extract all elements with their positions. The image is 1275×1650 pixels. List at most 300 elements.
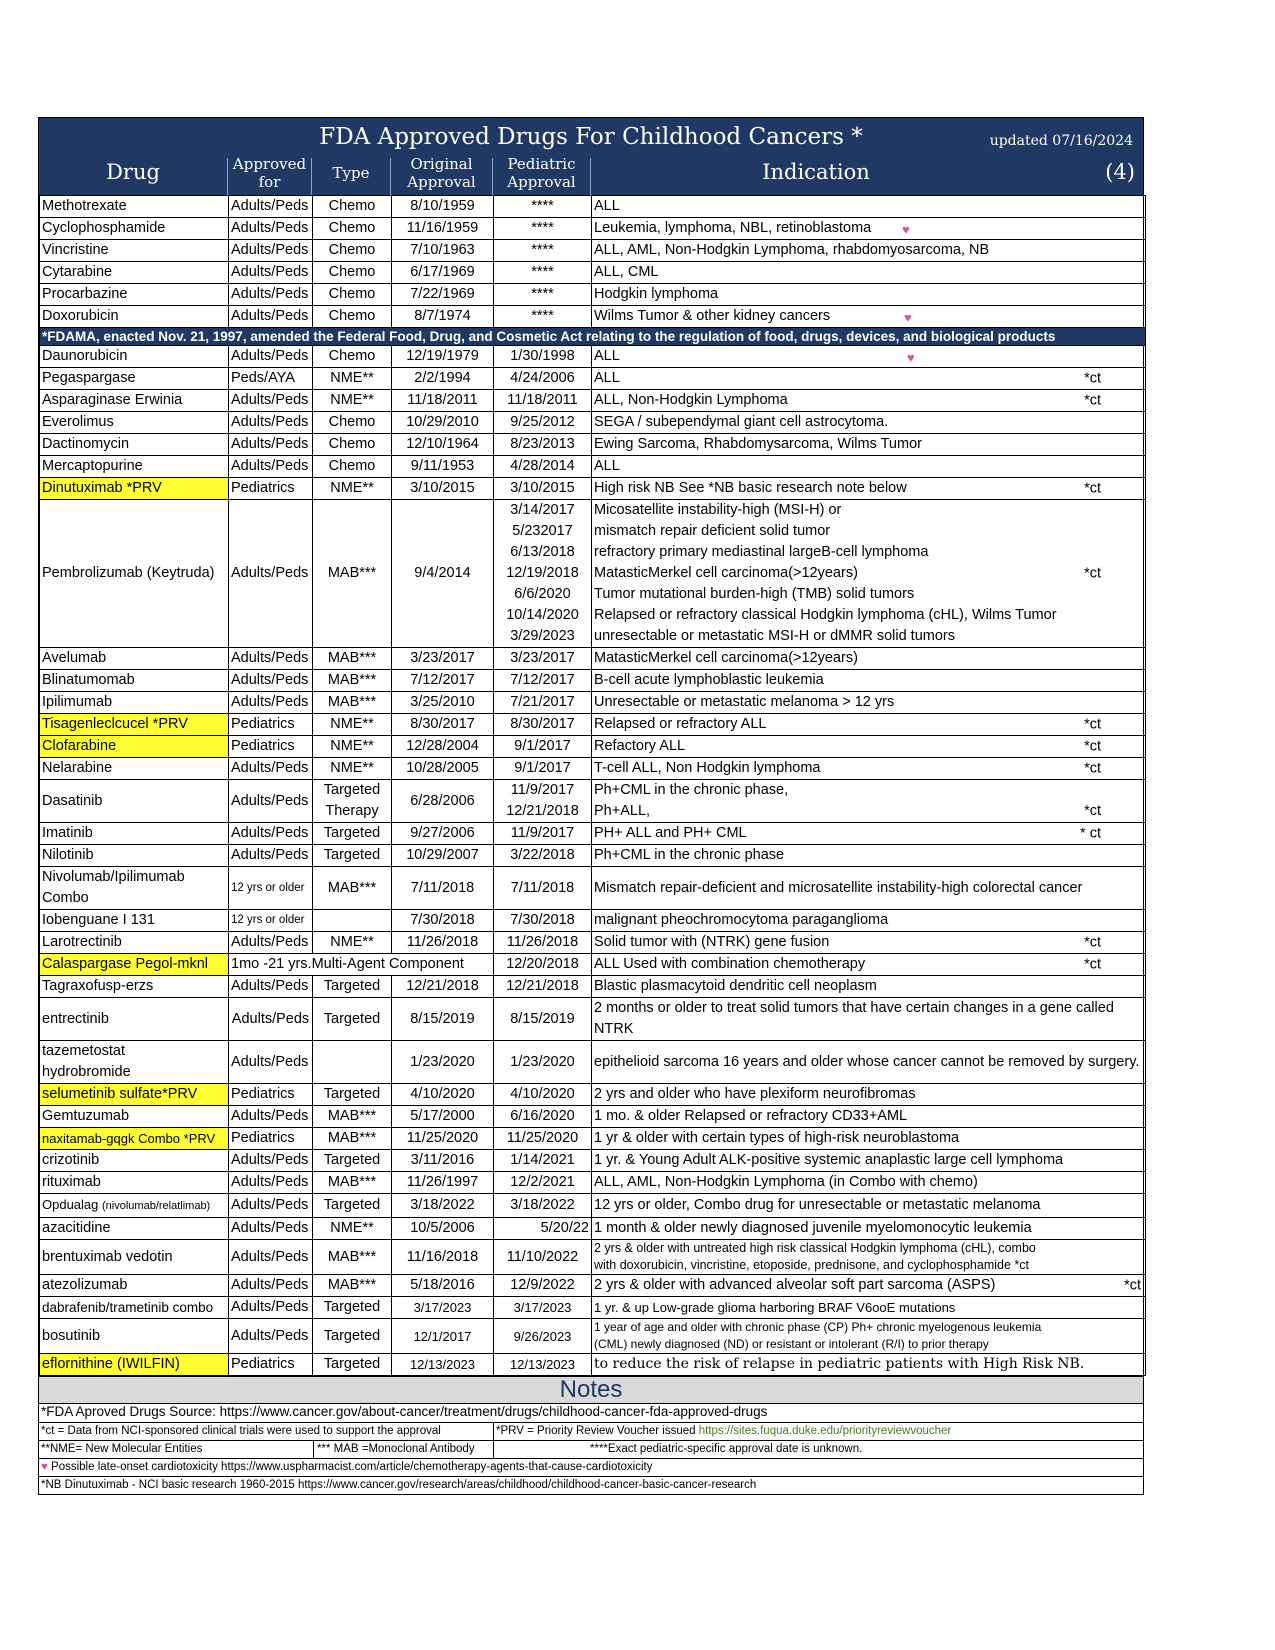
drug-name: entrectinib	[40, 998, 229, 1041]
drug-name: azacitidine	[40, 1218, 229, 1240]
drug-name: Asparaginase Erwinia	[40, 390, 229, 412]
original-approval: 11/26/1997	[392, 1172, 494, 1194]
notes-row	[39, 1476, 1143, 1494]
approved-for: Adults/Peds	[229, 692, 313, 714]
table-row	[40, 736, 1146, 758]
table-row	[40, 1084, 1146, 1106]
drug-table-sheet	[38, 117, 1144, 1495]
indication: MatasticMerkel cell carcinoma(>12years)	[592, 648, 1146, 670]
approved-for: Adults/Peds	[229, 998, 313, 1041]
table-row	[40, 976, 1146, 998]
indication: 2 yrs & older with untreated high risk classical Hodgkin lymphoma (cHL), combo with doxorubicin, vincristine, etoposide, prednisone, and cyclophosphamide *ct	[592, 1240, 1146, 1275]
indication: High risk NB See *NB basic research note below *ct	[592, 478, 1146, 500]
original-approval: 8/30/2017	[392, 714, 494, 736]
indication: SEGA / subependymal giant cell astrocytoma.	[592, 412, 1146, 434]
original-approval: 11/16/1959	[392, 218, 494, 240]
drug-type: MAB***	[313, 692, 392, 714]
original-approval: 10/29/2007	[392, 845, 494, 867]
drug-name: Nilotinib	[40, 845, 229, 867]
indication: ALL, AML, Non-Hodgkin Lymphoma, rhabdomyosarcoma, NB	[592, 240, 1146, 262]
indication: Ph+CML in the chronic phase, Ph+ALL, *ct	[592, 780, 1146, 823]
indication: malignant pheochromocytoma paraganglioma	[592, 910, 1146, 932]
indication: ALL	[592, 196, 1146, 218]
approved-for: Adults/Peds	[229, 845, 313, 867]
ct-marker: *ct	[1124, 1277, 1141, 1293]
col-header-indication: Indication	[762, 160, 870, 184]
drug-type: NME**	[313, 714, 392, 736]
pediatric-approval: 1/30/1998	[494, 346, 592, 368]
table-row	[40, 1275, 1146, 1297]
pediatric-approval: 3/22/2018	[494, 845, 592, 867]
original-approval: 8/10/1959	[392, 196, 494, 218]
approved-for: Adults/Peds	[229, 1240, 313, 1275]
pediatric-approval: 11/25/2020	[494, 1128, 592, 1150]
pediatric-approval: 9/1/2017	[494, 736, 592, 758]
pediatric-approval-date: 3/14/2017	[510, 502, 575, 518]
original-approval: 11/26/2018	[392, 932, 494, 954]
drug-type: NME**	[313, 932, 392, 954]
drug-type: Targeted	[313, 845, 392, 867]
drug-type: MAB***	[313, 867, 392, 910]
original-approval: 9/4/2014	[392, 500, 494, 648]
original-approval: 9/11/1953	[392, 456, 494, 478]
drug-type: Targeted	[313, 1194, 392, 1218]
heart-icon: ♥	[902, 222, 910, 237]
original-approval: 7/22/1969	[392, 284, 494, 306]
table-row	[40, 692, 1146, 714]
original-approval: 5/17/2000	[392, 1106, 494, 1128]
drug-name: brentuximab vedotin	[40, 1240, 229, 1275]
drug-name: Dinutuximab *PRV	[40, 478, 229, 500]
col-header-approved-for-2: for	[258, 173, 281, 191]
drug-name: Mercaptopurine	[40, 456, 229, 478]
header-divider	[492, 158, 493, 195]
col-header-drug: Drug	[106, 160, 160, 184]
approved-for: Adults/Peds	[229, 1275, 313, 1297]
indication: Refactory ALL *ct	[592, 736, 1146, 758]
indication-line: MatasticMerkel cell carcinoma(>12years)	[594, 565, 858, 581]
pediatric-approval: 7/30/2018	[494, 910, 592, 932]
table-row	[40, 1128, 1146, 1150]
drug-name: Cyclophosphamide	[40, 218, 229, 240]
drug-type: MAB***	[313, 670, 392, 692]
table-row	[40, 845, 1146, 867]
pediatric-approval-date: 6/6/2020	[514, 586, 571, 602]
drug-name: Clofarabine	[40, 736, 229, 758]
ct-marker: * ct	[1080, 825, 1101, 841]
drug-name: Calaspargase Pegol-mknl	[40, 954, 229, 976]
indication: 12 yrs or older, Combo drug for unresectable or metastatic melanoma	[592, 1194, 1146, 1218]
drug-type: MAB***	[313, 1172, 392, 1194]
original-approval: 12/21/2018	[392, 976, 494, 998]
drug-type: MAB***	[313, 648, 392, 670]
table-row	[40, 954, 1146, 976]
original-approval: 10/5/2006	[392, 1218, 494, 1240]
drug-name: bosutinib	[40, 1319, 229, 1354]
pediatric-approval: 3/23/2017	[494, 648, 592, 670]
original-approval: 3/10/2015	[392, 478, 494, 500]
drug-type	[313, 1041, 392, 1084]
table-row	[40, 998, 1146, 1041]
table-row	[40, 434, 1146, 456]
approved-for: Adults/Peds	[229, 500, 313, 648]
drug-type: Targeted Therapy	[313, 780, 392, 823]
pediatric-approval: 8/23/2013	[494, 434, 592, 456]
drug-name: Pegaspargase	[40, 368, 229, 390]
approved-for: Adults/Peds	[229, 240, 313, 262]
table-row	[40, 284, 1146, 306]
indication-line: Tumor mutational burden-high (TMB) solid tumors	[594, 586, 915, 602]
approved-for: Adults/Peds	[229, 262, 313, 284]
indication: Wilms Tumor & other kidney cancers ♥	[592, 306, 1146, 328]
table-row	[40, 1354, 1146, 1376]
drug-type: Targeted	[313, 823, 392, 845]
drug-name: eflornithine (IWILFIN)	[40, 1354, 229, 1376]
table-row	[40, 670, 1146, 692]
table-row	[40, 648, 1146, 670]
pediatric-approval: 12/13/2023	[494, 1354, 592, 1376]
pediatric-approval: 9/26/2023	[494, 1319, 592, 1354]
indication: ALL ♥	[592, 346, 1146, 368]
pediatric-approval: 12/20/2018	[494, 954, 592, 976]
approved-for: Adults/Peds	[229, 412, 313, 434]
drug-type: NME**	[313, 390, 392, 412]
drug-type: MAB***	[313, 1240, 392, 1275]
header-divider	[227, 158, 228, 195]
original-approval: 4/10/2020	[392, 1084, 494, 1106]
indication: 2 yrs & older with advanced alveolar soft part sarcoma (ASPS) *ct	[592, 1275, 1146, 1297]
drug-name: Opdualag (nivolumab/relatlimab)	[40, 1194, 229, 1218]
original-approval: 3/23/2017	[392, 648, 494, 670]
approved-for: Adults/Peds	[229, 456, 313, 478]
drug-type: Targeted	[313, 1084, 392, 1106]
drug-type: Chemo	[313, 434, 392, 456]
table-row	[40, 823, 1146, 845]
drug-type: Chemo	[313, 456, 392, 478]
indication-line: unresectable or metastatic MSI-H or dMMR solid tumors	[594, 628, 955, 644]
drug-name: selumetinib sulfate*PRV	[40, 1084, 229, 1106]
drug-type: MAB***	[313, 1128, 392, 1150]
indication: Relapsed or refractory ALL *ct	[592, 714, 1146, 736]
indication: epithelioid sarcoma 16 years and older whose cancer cannot be removed by surgery.	[592, 1041, 1146, 1084]
original-approval: 12/10/1964	[392, 434, 494, 456]
drug-type: Targeted	[313, 1354, 392, 1376]
table-row	[40, 867, 1146, 910]
drug-name: crizotinib	[40, 1150, 229, 1172]
original-approval: 11/25/2020	[392, 1128, 494, 1150]
drug-name: Dasatinib	[40, 780, 229, 823]
indication: 1 yr. & Young Adult ALK-positive systemic anaplastic large cell lymphoma	[592, 1150, 1146, 1172]
original-approval: 5/18/2016	[392, 1275, 494, 1297]
indication-line: Relapsed or refractory classical Hodgkin lymphoma (cHL), Wilms Tumor	[594, 607, 1057, 623]
pediatric-approval: 1/14/2021	[494, 1150, 592, 1172]
drug-name: rituximab	[40, 1172, 229, 1194]
drug-name: Avelumab	[40, 648, 229, 670]
original-approval: 6/28/2006	[392, 780, 494, 823]
pediatric-approval: 11/26/2018	[494, 932, 592, 954]
drug-name: Nivolumab/Ipilimumab Combo	[40, 867, 229, 910]
table-row	[40, 1172, 1146, 1194]
drug-type: Targeted	[313, 998, 392, 1041]
heart-icon: ♥	[41, 1461, 48, 1473]
original-approval: 12/1/2017	[392, 1319, 494, 1354]
notes-row	[39, 1422, 1143, 1440]
note-nb: *NB Dinutuximab - NCI basic research 1960-2015 https://www.cancer.gov/research/areas/childhood/childhood-cancer-basic-cancer-research	[41, 1479, 757, 1491]
approved-for: 12 yrs or older	[229, 910, 313, 932]
drug-type: MAB***	[313, 500, 392, 648]
drug-type: Chemo	[313, 284, 392, 306]
original-approval: 11/18/2011	[392, 390, 494, 412]
approved-for: Adults/Peds	[229, 758, 313, 780]
ct-marker: *ct	[1084, 803, 1101, 819]
table-row	[40, 456, 1146, 478]
indication: 1 year of age and older with chronic phase (CP) Ph+ chronic myelogenous leukemia (CML) newly diagnosed (ND) or resistant or intolerant (R/I) to prior therapy	[592, 1319, 1146, 1354]
pediatric-approval-date: 10/14/2020	[506, 607, 579, 623]
notes-row	[39, 1458, 1143, 1476]
col-header-pediatric-1: Pediatric	[507, 155, 576, 173]
drug-name: tazemetostat hydrobromide	[40, 1041, 229, 1084]
table-row	[40, 346, 1146, 368]
col-header-pediatric-2: Approval	[507, 173, 576, 191]
table-row	[40, 240, 1146, 262]
table-row	[40, 758, 1146, 780]
approved-for: Adults/Peds	[229, 434, 313, 456]
ct-marker: *ct	[1084, 738, 1101, 754]
approved-for: Adults/Peds	[229, 670, 313, 692]
original-approval: 7/10/1963	[392, 240, 494, 262]
indication: ALL Used with combination chemotherapy *ct	[592, 954, 1146, 976]
indication: 1 month & older newly diagnosed juvenile myelomonocytic leukemia	[592, 1218, 1146, 1240]
note-exact: ****Exact pediatric-specific approval date is unknown.	[590, 1443, 863, 1455]
table-row	[40, 1041, 1146, 1084]
prv-link[interactable]: https://sites.fuqua.duke.edu/priorityreviewvoucher	[698, 1425, 952, 1437]
indication-line: mismatch repair deficient solid tumor	[594, 523, 831, 539]
approved-for: Adults/Peds	[229, 306, 313, 328]
original-approval: 8/15/2019	[392, 998, 494, 1041]
ct-marker: *ct	[1084, 934, 1101, 950]
approved-for: Pediatrics	[229, 478, 313, 500]
approved-for: Adults/Peds	[229, 346, 313, 368]
page-number: (4)	[1105, 160, 1135, 184]
drug-type: NME**	[313, 1218, 392, 1240]
pediatric-approval: 4/10/2020	[494, 1084, 592, 1106]
pediatric-approval: 4/24/2006	[494, 368, 592, 390]
pediatric-approval-date: 6/13/2018	[510, 544, 575, 560]
pediatric-approval: 7/12/2017	[494, 670, 592, 692]
approved-for: Adults/Peds	[229, 196, 313, 218]
table-row	[40, 1240, 1146, 1275]
approved-for: Adults/Peds	[229, 1106, 313, 1128]
note-mab: *** MAB =Monoclonal Antibody	[317, 1443, 475, 1455]
original-approval: 12/19/1979	[392, 346, 494, 368]
indication: 2 yrs and older who have plexiform neurofibromas	[592, 1084, 1146, 1106]
pediatric-approval: 3/10/2015	[494, 478, 592, 500]
drug-type: NME**	[313, 478, 392, 500]
pediatric-approval: 3/17/2023	[494, 1297, 592, 1319]
drug-type: Chemo	[313, 240, 392, 262]
drug-name: Imatinib	[40, 823, 229, 845]
ct-marker: *ct	[1084, 565, 1101, 581]
table-row	[40, 306, 1146, 328]
approved-for: Pediatrics	[229, 1084, 313, 1106]
approved-for: Adults/Peds	[229, 1297, 313, 1319]
original-approval: 12/28/2004	[392, 736, 494, 758]
approved-for: Adults/Peds	[229, 1319, 313, 1354]
indication: PH+ ALL and PH+ CML * ct	[592, 823, 1146, 845]
col-header-original-2: Approval	[407, 173, 476, 191]
indication: T-cell ALL, Non Hodgkin lymphoma *ct	[592, 758, 1146, 780]
indication: ALL, AML, Non-Hodgkin Lymphoma (in Combo with chemo)	[592, 1172, 1146, 1194]
indication: 1 mo. & older Relapsed or refractory CD33+AML	[592, 1106, 1146, 1128]
table-row	[40, 1194, 1146, 1218]
drug-name: Vincristine	[40, 240, 229, 262]
drug-name: Blinatumomab	[40, 670, 229, 692]
pediatric-approval: 12/9/2022	[494, 1275, 592, 1297]
indication-list	[592, 500, 1146, 648]
original-approval: 12/13/2023	[392, 1354, 494, 1376]
notes-section	[39, 1376, 1143, 1494]
pediatric-approval-date: 12/19/2018	[506, 565, 579, 581]
indication: Mismatch repair-deficient and microsatellite instability-high colorectal cancer	[592, 867, 1146, 910]
pediatric-approval-list	[494, 500, 592, 648]
original-approval: 7/30/2018	[392, 910, 494, 932]
indication: Ph+CML in the chronic phase	[592, 845, 1146, 867]
drug-name: Daunorubicin	[40, 346, 229, 368]
original-approval: 3/18/2022	[392, 1194, 494, 1218]
heart-icon: ♥	[907, 350, 915, 365]
pediatric-approval: ****	[494, 240, 592, 262]
indication: Hodgkin lymphoma	[592, 284, 1146, 306]
approved-for-and-type: 1mo -21 yrs.Multi-Agent Component	[229, 954, 494, 976]
approved-for: Pediatrics	[229, 736, 313, 758]
approved-for: Pediatrics	[229, 1354, 313, 1376]
original-approval: 9/27/2006	[392, 823, 494, 845]
original-approval: 1/23/2020	[392, 1041, 494, 1084]
drug-name: Nelarabine	[40, 758, 229, 780]
indication: Blastic plasmacytoid dendritic cell neoplasm	[592, 976, 1146, 998]
page-title: FDA Approved Drugs For Childhood Cancers *	[319, 124, 863, 150]
original-approval: 11/16/2018	[392, 1240, 494, 1275]
drug-type: Targeted	[313, 1150, 392, 1172]
approved-for: Adults/Peds	[229, 284, 313, 306]
ct-marker: *ct	[1084, 370, 1101, 386]
pediatric-approval: 7/11/2018	[494, 867, 592, 910]
heart-icon: ♥	[904, 310, 912, 325]
approved-for: Adults/Peds	[229, 1194, 313, 1218]
indication: Leukemia, lymphoma, NBL, retinoblastoma ♥	[592, 218, 1146, 240]
table-row	[40, 368, 1146, 390]
original-approval: 2/2/1994	[392, 368, 494, 390]
pediatric-approval: 8/15/2019	[494, 998, 592, 1041]
fdama-band-row	[40, 328, 1146, 346]
drug-name: Pembrolizumab (Keytruda)	[40, 500, 229, 648]
original-approval: 8/7/1974	[392, 306, 494, 328]
drug-type: NME**	[313, 758, 392, 780]
drug-type: Targeted	[313, 1297, 392, 1319]
pediatric-approval: 12/2/2021	[494, 1172, 592, 1194]
drug-name: atezolizumab	[40, 1275, 229, 1297]
pediatric-approval-date: 3/29/2023	[510, 628, 575, 644]
pediatric-approval: 3/18/2022	[494, 1194, 592, 1218]
note-ct: *ct = Data from NCI-sponsored clinical trials were used to support the approval	[41, 1425, 441, 1437]
approved-for: Adults/Peds	[229, 823, 313, 845]
original-approval: 3/25/2010	[392, 692, 494, 714]
original-approval: 7/11/2018	[392, 867, 494, 910]
pediatric-approval: 12/21/2018	[494, 976, 592, 998]
col-header-approved-for-1: Approved	[232, 155, 307, 173]
drug-name: Everolimus	[40, 412, 229, 434]
pediatric-approval: ****	[494, 262, 592, 284]
approved-for: 12 yrs or older	[229, 867, 313, 910]
table-row	[40, 1297, 1146, 1319]
approved-for: Adults/Peds	[229, 932, 313, 954]
table-row	[40, 1106, 1146, 1128]
ct-marker: *ct	[1084, 956, 1101, 972]
table-row	[40, 196, 1146, 218]
pediatric-approval: 9/25/2012	[494, 412, 592, 434]
drug-name: dabrafenib/trametinib combo	[40, 1297, 229, 1319]
approved-for: Adults/Peds	[229, 1172, 313, 1194]
drug-type: Chemo	[313, 412, 392, 434]
drug-type: NME**	[313, 736, 392, 758]
table-row	[40, 1218, 1146, 1240]
approved-for: Adults/Peds	[229, 648, 313, 670]
indication: 1 yr & older with certain types of high-risk neuroblastoma	[592, 1128, 1146, 1150]
drug-type: MAB***	[313, 1106, 392, 1128]
approved-for: Pediatrics	[229, 714, 313, 736]
note-prv: *PRV = Priority Review Voucher issued https://sites.fuqua.duke.edu/priorityreviewvoucher	[496, 1425, 952, 1437]
updated-date: updated 07/16/2024	[989, 133, 1133, 149]
col-header-original-1: Original	[410, 155, 473, 173]
approved-for: Adults/Peds	[229, 1150, 313, 1172]
notes-row	[39, 1440, 1143, 1458]
pediatric-approval: 11/18/2011	[494, 390, 592, 412]
drug-type: NME**	[313, 368, 392, 390]
pediatric-approval-date: 5/232017	[512, 523, 573, 539]
pediatric-approval: 6/16/2020	[494, 1106, 592, 1128]
indication: ALL	[592, 456, 1146, 478]
indication: ALL *ct	[592, 368, 1146, 390]
drug-type: Targeted	[313, 976, 392, 998]
drug-table	[39, 195, 1146, 1376]
indication: Unresectable or metastatic melanoma > 12 yrs	[592, 692, 1146, 714]
original-approval: 3/17/2023	[392, 1297, 494, 1319]
pediatric-approval: 8/30/2017	[494, 714, 592, 736]
drug-type: Targeted	[313, 1319, 392, 1354]
indication: ALL, CML	[592, 262, 1146, 284]
note-cardio: Possible late-onset cardiotoxicity https://www.uspharmacist.com/article/chemotherapy-agents-that-cause-cardiotoxicity	[51, 1461, 653, 1473]
original-approval: 7/12/2017	[392, 670, 494, 692]
pediatric-approval: 1/23/2020	[494, 1041, 592, 1084]
indication-line: Micosatellite instability-high (MSI-H) or	[594, 502, 842, 518]
approved-for: Pediatrics	[229, 1128, 313, 1150]
approved-for: Adults/Peds	[229, 1041, 313, 1084]
pediatric-approval: ****	[494, 306, 592, 328]
ct-marker: *ct	[1084, 392, 1101, 408]
table-row	[40, 412, 1146, 434]
drug-type: Chemo	[313, 196, 392, 218]
drug-name: Doxorubicin	[40, 306, 229, 328]
pediatric-approval: 7/21/2017	[494, 692, 592, 714]
approved-for: Adults/Peds	[229, 390, 313, 412]
note-nme: **NME= New Molecular Entities	[41, 1443, 203, 1455]
pediatric-approval: 11/10/2022	[494, 1240, 592, 1275]
pediatric-approval: 9/1/2017	[494, 758, 592, 780]
header-divider	[390, 158, 391, 195]
table-row	[40, 262, 1146, 284]
pediatric-approval: 4/28/2014	[494, 456, 592, 478]
drug-type: Chemo	[313, 346, 392, 368]
